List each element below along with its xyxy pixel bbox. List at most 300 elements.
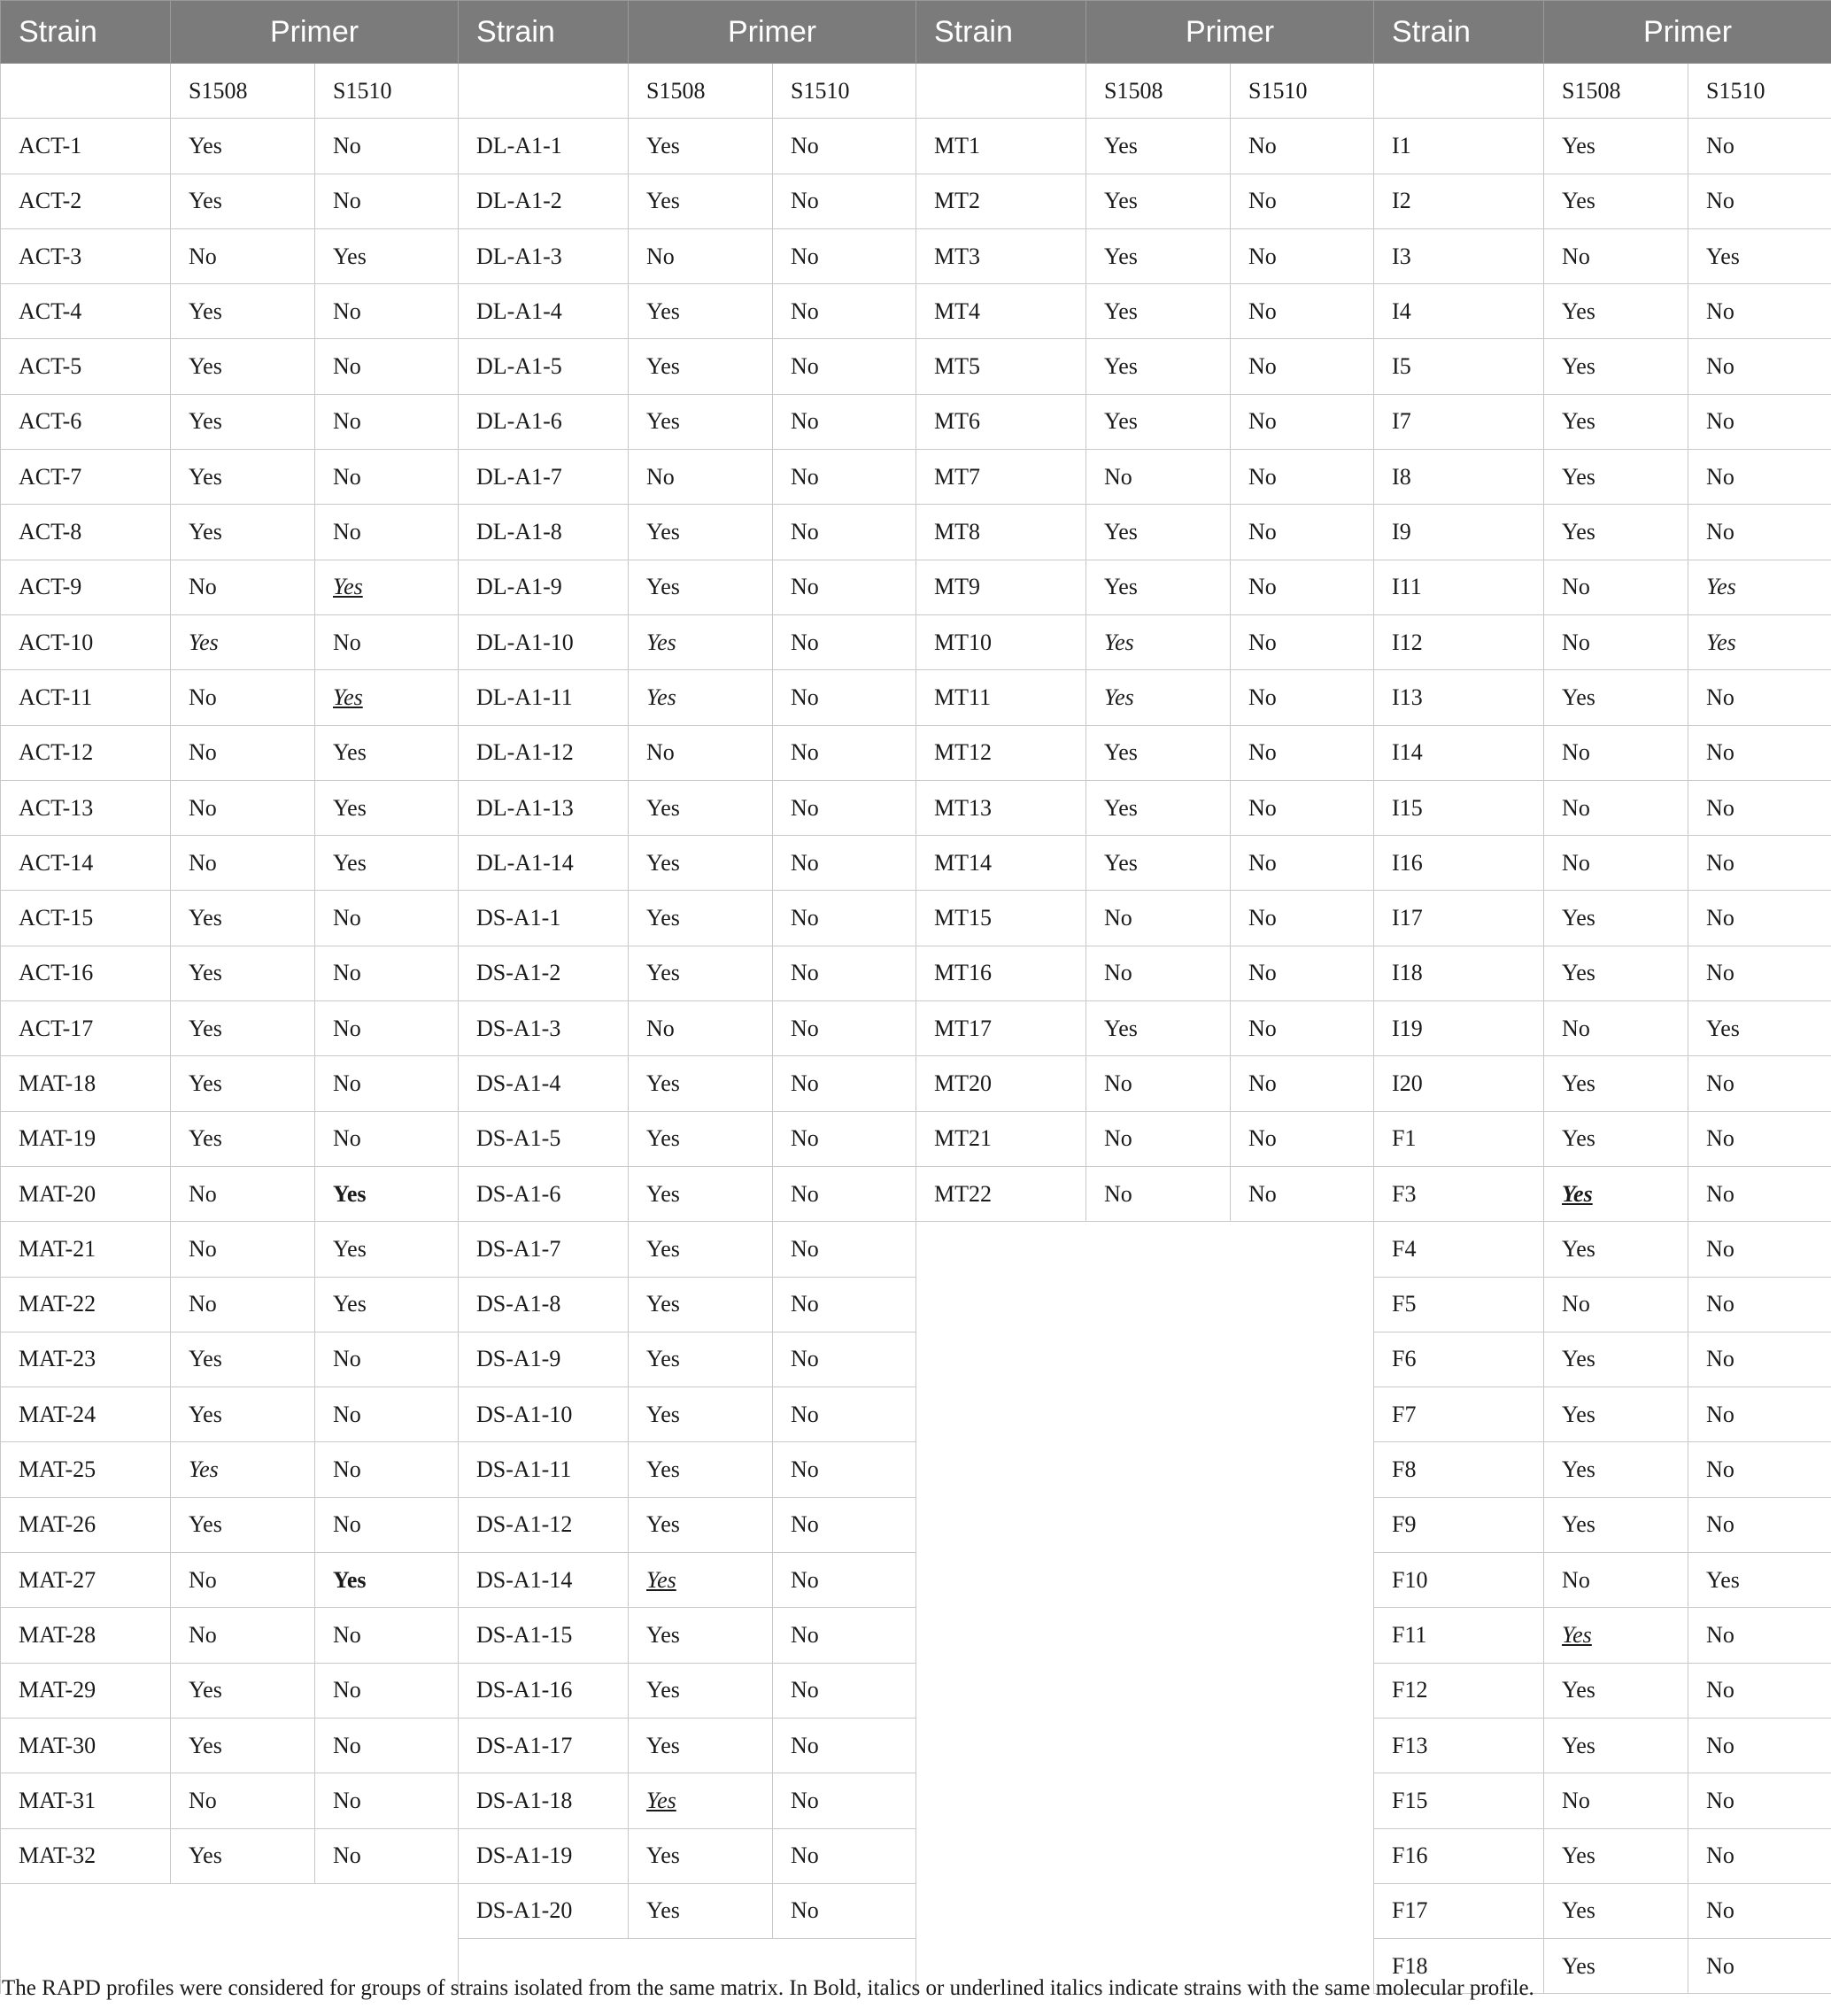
s1510-value: No xyxy=(1248,519,1277,545)
strain-cell: MAT-27 xyxy=(1,1553,171,1608)
strain-cell: MAT-26 xyxy=(1,1497,171,1552)
strain-cell: MT13 xyxy=(916,780,1086,835)
strain-subheader-blank xyxy=(459,64,629,119)
strain-cell: DS-A1-15 xyxy=(459,1608,629,1663)
s1510-cell xyxy=(315,614,459,669)
strain-cell: F1 xyxy=(1374,1111,1544,1166)
s1510-cell xyxy=(1688,1608,1831,1663)
strain-cell: I13 xyxy=(1374,670,1544,725)
strain-cell: DS-A1-16 xyxy=(459,1663,629,1718)
s1508-value: Yes xyxy=(1562,1842,1595,1869)
s1508-cell xyxy=(1544,725,1688,780)
s1510-cell xyxy=(773,836,916,891)
strain-cell: MAT-28 xyxy=(1,1608,171,1663)
s1510-value: No xyxy=(791,629,819,655)
strain-cell: DL-A1-7 xyxy=(459,450,629,505)
s1510-cell xyxy=(773,1111,916,1166)
table-row xyxy=(1,725,1831,780)
s1510-cell xyxy=(1688,946,1831,1000)
s1510-value: No xyxy=(1248,905,1277,931)
table-row xyxy=(1,1387,1831,1442)
s1510-cell xyxy=(773,670,916,725)
table-row xyxy=(1,1663,1831,1718)
s1510-value: No xyxy=(1248,849,1277,876)
s1510-cell xyxy=(1688,1111,1831,1166)
s1510-cell xyxy=(773,1222,916,1277)
strain-cell: MT8 xyxy=(916,505,1086,560)
s1508-cell xyxy=(629,1608,773,1663)
s1510-cell xyxy=(315,946,459,1000)
s1508-cell xyxy=(629,119,773,174)
s1508-value: Yes xyxy=(646,188,680,214)
s1510-value: No xyxy=(791,1897,819,1924)
s1510-value: No xyxy=(333,1070,361,1096)
s1508-cell xyxy=(1544,339,1688,394)
s1510-value: Yes xyxy=(1706,629,1736,655)
s1510-cell xyxy=(1688,1332,1831,1386)
s1510-value: No xyxy=(1248,297,1277,324)
table-footnote: The RAPD profiles were considered for groups of strains isolated from the same matrix. In Bold, italics or underlined italics indicate strains with the same molecular profile. xyxy=(2,1976,1534,2000)
strain-cell: I18 xyxy=(1374,946,1544,1000)
s1508-value: Yes xyxy=(189,905,222,931)
s1510-cell xyxy=(1688,1056,1831,1111)
table-row xyxy=(1,946,1831,1000)
s1508-cell xyxy=(171,1387,315,1442)
table-row xyxy=(1,1497,1831,1552)
s1508-value: No xyxy=(1562,794,1590,821)
s1508-value: Yes xyxy=(189,132,222,158)
s1510-value: No xyxy=(1248,684,1277,710)
s1510-cell xyxy=(1688,891,1831,946)
s1508-cell xyxy=(1086,174,1231,228)
primer-header: Primer xyxy=(171,1,459,64)
s1510-value: No xyxy=(1706,794,1734,821)
s1510-value: No xyxy=(791,905,819,931)
s1508-value: No xyxy=(189,1291,217,1317)
strain-cell: I12 xyxy=(1374,614,1544,669)
s1508-cell xyxy=(171,1442,315,1497)
strain-cell: F18 xyxy=(1374,1939,1544,1994)
strain-cell: ACT-2 xyxy=(1,174,171,228)
s1510-cell xyxy=(315,1111,459,1166)
strain-cell: MT14 xyxy=(916,836,1086,891)
s1510-value: No xyxy=(1706,1621,1734,1648)
s1508-cell xyxy=(171,119,315,174)
s1508-value: Yes xyxy=(1562,1125,1595,1152)
strain-cell: MT22 xyxy=(916,1166,1086,1221)
s1508-value: Yes xyxy=(189,1456,219,1483)
s1508-value: No xyxy=(189,1787,217,1813)
table-row xyxy=(1,1773,1831,1828)
s1510-cell xyxy=(315,1442,459,1497)
strain-cell: MAT-29 xyxy=(1,1663,171,1718)
s1508-value: Yes xyxy=(646,297,680,324)
s1510-value: No xyxy=(791,188,819,214)
s1510-value: No xyxy=(791,408,819,435)
s1508-value: Yes xyxy=(1562,1952,1595,1979)
s1510-cell xyxy=(773,505,916,560)
s1510-value: No xyxy=(1248,132,1277,158)
strain-cell: F3 xyxy=(1374,1166,1544,1221)
s1508-value: No xyxy=(1562,243,1590,269)
s1510-value: No xyxy=(333,1677,361,1703)
strain-cell: MAT-21 xyxy=(1,1222,171,1277)
strain-cell: DS-A1-17 xyxy=(459,1718,629,1773)
s1508-value: Yes xyxy=(646,353,680,380)
s1508-cell xyxy=(171,1553,315,1608)
s1508-cell xyxy=(171,1001,315,1056)
s1508-cell xyxy=(171,1497,315,1552)
primer-header: Primer xyxy=(1086,1,1374,64)
s1508-cell xyxy=(171,174,315,228)
s1508-value: Yes xyxy=(646,408,680,435)
s1510-value: No xyxy=(1706,353,1734,380)
strain-cell: ACT-11 xyxy=(1,670,171,725)
primer-s1510-header: S1510 xyxy=(1688,64,1831,119)
header-row xyxy=(1,1,1831,64)
table-row xyxy=(1,284,1831,339)
s1508-cell xyxy=(629,450,773,505)
s1510-cell xyxy=(1688,1277,1831,1332)
s1510-cell xyxy=(315,1222,459,1277)
strain-cell: ACT-4 xyxy=(1,284,171,339)
s1508-cell xyxy=(1544,450,1688,505)
s1510-value: No xyxy=(333,519,361,545)
s1508-cell xyxy=(629,284,773,339)
s1510-cell xyxy=(315,1166,459,1221)
s1510-value: No xyxy=(1706,1456,1734,1483)
strain-cell: I14 xyxy=(1374,725,1544,780)
strain-cell: MAT-19 xyxy=(1,1111,171,1166)
s1510-cell xyxy=(315,560,459,614)
s1508-cell xyxy=(1544,119,1688,174)
s1510-value: Yes xyxy=(333,1180,367,1207)
s1508-cell xyxy=(629,1497,773,1552)
s1508-cell xyxy=(171,505,315,560)
strain-cell: ACT-10 xyxy=(1,614,171,669)
s1510-value: Yes xyxy=(333,684,363,710)
s1508-value: No xyxy=(1562,1291,1590,1317)
s1510-value: No xyxy=(333,1401,361,1427)
s1510-cell xyxy=(1688,1718,1831,1773)
s1510-value: No xyxy=(791,1456,819,1483)
s1508-value: Yes xyxy=(1562,132,1595,158)
s1508-value: Yes xyxy=(1104,408,1138,435)
table-row xyxy=(1,339,1831,394)
strain-cell: MT16 xyxy=(916,946,1086,1000)
strain-cell: I17 xyxy=(1374,891,1544,946)
s1508-cell xyxy=(1086,119,1231,174)
strain-cell: MT11 xyxy=(916,670,1086,725)
s1508-value: Yes xyxy=(1104,684,1134,710)
s1508-cell xyxy=(1544,1056,1688,1111)
s1508-cell xyxy=(171,1056,315,1111)
strain-cell: DS-A1-7 xyxy=(459,1222,629,1277)
strain-cell: MT1 xyxy=(916,119,1086,174)
s1508-value: No xyxy=(646,1015,675,1041)
s1508-cell xyxy=(1086,505,1231,560)
strain-cell: DL-A1-11 xyxy=(459,670,629,725)
strain-cell: MT5 xyxy=(916,339,1086,394)
s1510-value: No xyxy=(791,1621,819,1648)
s1508-value: Yes xyxy=(1104,297,1138,324)
s1508-cell xyxy=(1544,394,1688,449)
s1508-cell xyxy=(1086,836,1231,891)
s1510-cell xyxy=(1688,1553,1831,1608)
s1508-value: No xyxy=(646,243,675,269)
s1508-cell xyxy=(629,1773,773,1828)
s1510-cell xyxy=(315,780,459,835)
s1510-cell xyxy=(1231,450,1374,505)
strain-subheader-blank xyxy=(1,64,171,119)
s1510-cell xyxy=(1231,174,1374,228)
s1510-value: Yes xyxy=(333,574,363,600)
strain-cell: ACT-1 xyxy=(1,119,171,174)
s1510-value: No xyxy=(1248,408,1277,435)
s1510-value: Yes xyxy=(333,1566,367,1593)
s1508-cell xyxy=(1086,614,1231,669)
s1510-value: No xyxy=(333,960,361,986)
s1508-value: Yes xyxy=(646,1291,680,1317)
s1508-value: Yes xyxy=(1562,1235,1595,1262)
s1508-cell xyxy=(171,891,315,946)
s1510-value: No xyxy=(791,463,819,490)
s1508-value: Yes xyxy=(189,408,222,435)
s1510-value: No xyxy=(1706,1235,1734,1262)
s1510-cell xyxy=(315,1553,459,1608)
strain-cell: MT15 xyxy=(916,891,1086,946)
s1508-cell xyxy=(1544,1001,1688,1056)
table-row xyxy=(1,614,1831,669)
s1510-cell xyxy=(1231,780,1374,835)
strain-cell: F4 xyxy=(1374,1222,1544,1277)
s1510-value: Yes xyxy=(333,739,367,766)
s1508-value: Yes xyxy=(1104,849,1138,876)
s1510-value: No xyxy=(1706,297,1734,324)
strain-cell: I9 xyxy=(1374,505,1544,560)
s1508-cell xyxy=(629,1387,773,1442)
s1510-value: No xyxy=(1706,1842,1734,1869)
strain-cell: DL-A1-12 xyxy=(459,725,629,780)
s1510-cell xyxy=(773,450,916,505)
strain-cell: DS-A1-10 xyxy=(459,1387,629,1442)
s1508-value: Yes xyxy=(1562,1621,1592,1648)
strain-cell: MAT-22 xyxy=(1,1277,171,1332)
strain-cell: DS-A1-20 xyxy=(459,1883,629,1938)
s1510-value: No xyxy=(333,463,361,490)
s1508-value: No xyxy=(646,463,675,490)
s1508-value: Yes xyxy=(1562,1180,1593,1207)
s1508-cell xyxy=(171,560,315,614)
s1508-value: Yes xyxy=(1562,905,1595,931)
s1510-cell xyxy=(315,1332,459,1386)
s1508-value: No xyxy=(1104,1125,1132,1152)
s1508-value: Yes xyxy=(189,629,219,655)
s1510-cell xyxy=(1231,505,1374,560)
strain-cell: ACT-17 xyxy=(1,1001,171,1056)
s1508-cell xyxy=(629,1166,773,1221)
table-row xyxy=(1,505,1831,560)
s1508-cell xyxy=(629,1332,773,1386)
strain-cell: I3 xyxy=(1374,228,1544,283)
s1510-cell xyxy=(1231,891,1374,946)
strain-cell: ACT-7 xyxy=(1,450,171,505)
s1510-value: No xyxy=(791,1677,819,1703)
s1508-value: Yes xyxy=(189,463,222,490)
s1508-cell xyxy=(1544,1387,1688,1442)
s1508-cell xyxy=(1086,1001,1231,1056)
s1508-cell xyxy=(171,1608,315,1663)
s1510-cell xyxy=(315,1497,459,1552)
s1508-cell xyxy=(1544,1718,1688,1773)
s1508-value: No xyxy=(1104,463,1132,490)
strain-cell: F15 xyxy=(1374,1773,1544,1828)
s1510-cell xyxy=(315,836,459,891)
strain-cell: I2 xyxy=(1374,174,1544,228)
s1510-cell xyxy=(773,228,916,283)
s1510-value: No xyxy=(791,794,819,821)
s1510-cell xyxy=(773,780,916,835)
strain-cell: DS-A1-9 xyxy=(459,1332,629,1386)
strain-cell: I5 xyxy=(1374,339,1544,394)
primer-s1510-header: S1510 xyxy=(1231,64,1374,119)
s1508-cell xyxy=(629,1056,773,1111)
s1508-cell xyxy=(1544,1442,1688,1497)
s1510-value: No xyxy=(1706,1346,1734,1372)
s1510-cell xyxy=(773,725,916,780)
s1508-value: Yes xyxy=(1562,1677,1595,1703)
s1508-cell xyxy=(1086,780,1231,835)
s1508-cell xyxy=(171,1332,315,1386)
s1510-cell xyxy=(1231,946,1374,1000)
s1508-cell xyxy=(1086,450,1231,505)
strain-cell: MT3 xyxy=(916,228,1086,283)
s1510-value: No xyxy=(1706,960,1734,986)
s1510-value: Yes xyxy=(1706,243,1740,269)
table-row xyxy=(1,836,1831,891)
table-row xyxy=(1,1222,1831,1277)
s1508-value: Yes xyxy=(646,1401,680,1427)
s1508-value: Yes xyxy=(189,1125,222,1152)
strain-cell: I11 xyxy=(1374,560,1544,614)
s1508-value: Yes xyxy=(189,519,222,545)
s1510-cell xyxy=(1688,450,1831,505)
s1510-cell xyxy=(315,891,459,946)
s1508-cell xyxy=(1086,946,1231,1000)
table-row xyxy=(1,1442,1831,1497)
strain-cell: DS-A1-19 xyxy=(459,1828,629,1883)
s1510-cell xyxy=(315,450,459,505)
s1510-cell xyxy=(315,174,459,228)
s1508-cell xyxy=(171,228,315,283)
s1508-cell xyxy=(629,891,773,946)
s1510-value: No xyxy=(1706,1401,1734,1427)
s1510-cell xyxy=(773,1663,916,1718)
strain-cell: MT2 xyxy=(916,174,1086,228)
s1510-value: No xyxy=(791,519,819,545)
s1508-value: Yes xyxy=(646,519,680,545)
s1508-cell xyxy=(1544,1608,1688,1663)
s1508-value: No xyxy=(189,1180,217,1207)
s1508-value: No xyxy=(189,243,217,269)
s1508-value: Yes xyxy=(1562,353,1595,380)
s1510-value: No xyxy=(791,960,819,986)
s1510-value: No xyxy=(333,1125,361,1152)
s1510-value: No xyxy=(333,297,361,324)
s1508-cell xyxy=(171,1718,315,1773)
s1508-cell xyxy=(171,780,315,835)
s1510-cell xyxy=(773,1497,916,1552)
s1510-cell xyxy=(773,284,916,339)
s1508-cell xyxy=(1544,1773,1688,1828)
s1508-value: Yes xyxy=(1104,629,1134,655)
s1508-cell xyxy=(629,560,773,614)
s1510-cell xyxy=(1688,560,1831,614)
s1510-cell xyxy=(1688,780,1831,835)
s1508-value: No xyxy=(189,1566,217,1593)
s1510-value: No xyxy=(791,1787,819,1813)
s1510-value: No xyxy=(1248,1070,1277,1096)
strain-cell: ACT-15 xyxy=(1,891,171,946)
s1508-cell xyxy=(171,450,315,505)
strain-cell: F6 xyxy=(1374,1332,1544,1386)
strain-cell: DL-A1-8 xyxy=(459,505,629,560)
s1508-cell xyxy=(171,1663,315,1718)
s1510-cell xyxy=(315,505,459,560)
table-row xyxy=(1,670,1831,725)
strain-cell: DS-A1-1 xyxy=(459,891,629,946)
s1510-value: No xyxy=(1706,1291,1734,1317)
s1508-value: Yes xyxy=(646,1677,680,1703)
s1510-value: No xyxy=(333,1621,361,1648)
s1508-cell xyxy=(171,394,315,449)
s1510-value: No xyxy=(1706,1897,1734,1924)
strain-cell: DS-A1-2 xyxy=(459,946,629,1000)
table-row xyxy=(1,228,1831,283)
s1510-cell xyxy=(315,1277,459,1332)
s1510-value: Yes xyxy=(1706,1015,1740,1041)
s1510-cell xyxy=(1231,614,1374,669)
s1510-value: No xyxy=(791,1842,819,1869)
s1510-value: No xyxy=(1706,684,1734,710)
s1510-value: No xyxy=(1248,1125,1277,1152)
table-row xyxy=(1,1828,1831,1883)
strain-cell: F10 xyxy=(1374,1553,1544,1608)
strain-cell: ACT-14 xyxy=(1,836,171,891)
strain-header: Strain xyxy=(1,1,171,64)
s1508-cell xyxy=(171,1773,315,1828)
s1510-cell xyxy=(1688,1663,1831,1718)
strain-cell: MT12 xyxy=(916,725,1086,780)
strain-subheader-blank xyxy=(916,64,1086,119)
strain-cell: DS-A1-6 xyxy=(459,1166,629,1221)
s1508-value: Yes xyxy=(646,1511,680,1538)
s1510-cell xyxy=(1231,1111,1374,1166)
strain-cell: DL-A1-3 xyxy=(459,228,629,283)
s1510-cell xyxy=(773,1332,916,1386)
s1508-value: Yes xyxy=(1562,1511,1595,1538)
s1510-value: No xyxy=(333,188,361,214)
s1508-value: Yes xyxy=(189,1842,222,1869)
s1510-value: No xyxy=(1706,1070,1734,1096)
s1508-value: Yes xyxy=(1562,960,1595,986)
primer-s1510-header: S1510 xyxy=(315,64,459,119)
s1510-value: No xyxy=(791,1180,819,1207)
s1510-value: No xyxy=(791,1291,819,1317)
primer-header: Primer xyxy=(629,1,916,64)
s1510-value: No xyxy=(791,243,819,269)
table-row xyxy=(1,450,1831,505)
